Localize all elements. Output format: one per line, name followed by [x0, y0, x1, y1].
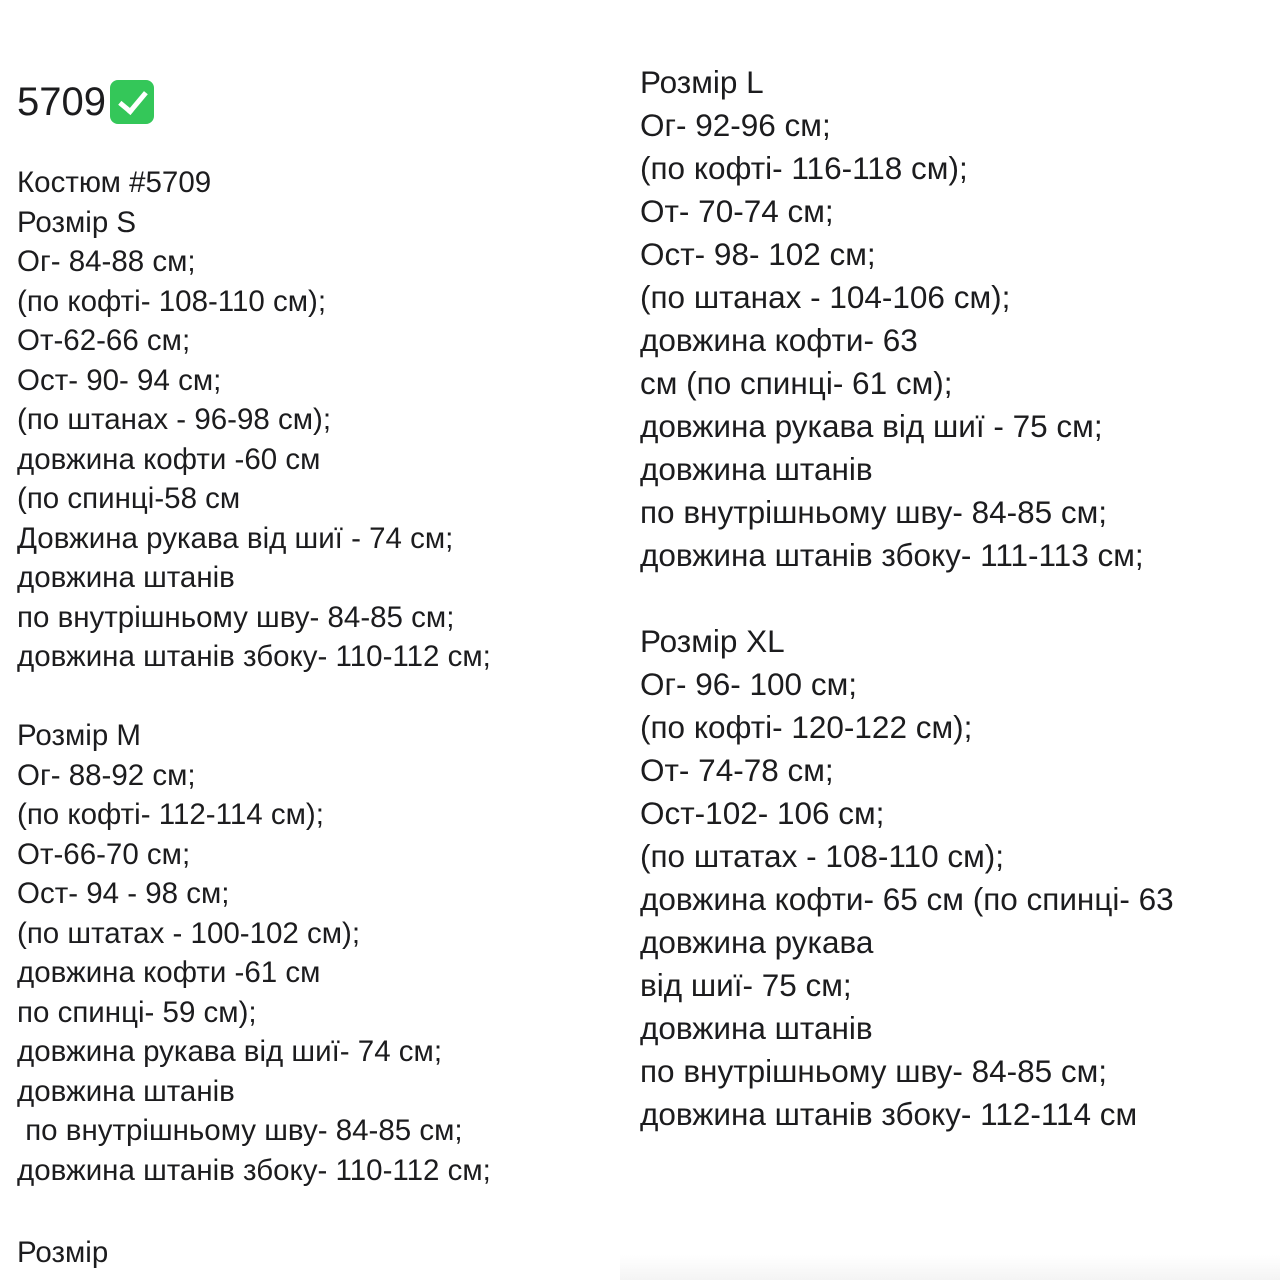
size-xl-line: довжина кофти- 65 см (по спинці- 63 [640, 881, 1174, 917]
size-xl-line: (по штатах - 108-110 см); [640, 838, 1004, 874]
suit-header: Костюм #5709 [17, 166, 212, 199]
size-m-lines [17, 756, 491, 1191]
size-m-line: (по кофті- 112-114 см); [17, 798, 324, 831]
size-xl-line: (по кофті- 120-122 см); [640, 709, 973, 745]
size-l-label: Розмір L [640, 64, 764, 100]
size-xl-line: довжина штанів [640, 1010, 873, 1046]
size-l-line: довжина кофти- 63 [640, 322, 918, 358]
size-m-line: довжина рукава від шиї- 74 см; [17, 1035, 443, 1068]
size-s-line: (по спинці-58 см [17, 482, 241, 515]
size-l-line: довжина штанів [640, 451, 873, 487]
section-gap [17, 677, 491, 717]
size-m-line: довжина кофти -61 см [17, 956, 321, 989]
size-xl-line: От- 74-78 см; [640, 752, 834, 788]
size-s-line: Ог- 84-88 см; [17, 245, 196, 278]
size-s-line: (по штанах - 96-98 см); [17, 403, 332, 436]
size-l-line: (по кофті- 116-118 см); [640, 150, 968, 186]
size-s-line: довжина штанів збоку- 110-112 см; [17, 640, 491, 673]
size-xl-lines [640, 663, 1262, 1136]
size-m-label: Розмір M [17, 719, 141, 752]
size-m-line: по спинці- 59 см); [17, 995, 257, 1029]
size-l-lines [640, 104, 1262, 577]
size-xl-line: по внутрішньому шву- 84-85 см; [640, 1053, 1108, 1089]
size-s-line: по внутрішньому шву- 84-85 см; [17, 600, 455, 634]
cut-off-size-label: Розмір [17, 1236, 109, 1269]
check-mark-button-icon [110, 80, 154, 124]
cut-off-text-fragment [17, 1233, 147, 1269]
size-xl-line: від шиї- 75 см; [640, 967, 852, 1003]
size-m-line: по внутрішньому шву- 84-85 см; [17, 1114, 463, 1147]
size-l-line: От- 70-74 см; [640, 193, 834, 229]
size-s-line: довжина штанів [17, 561, 235, 594]
section-gap [640, 577, 1262, 620]
size-l-line: (по штанах - 104-106 см); [640, 279, 1011, 315]
size-xl-line: Ог- 96- 100 см; [640, 666, 857, 702]
bottom-shadow [620, 1255, 1280, 1280]
size-l-line: см (по спинці- 61 см); [640, 365, 953, 401]
size-xl-line: довжина штанів збоку- 112-114 см [640, 1096, 1138, 1132]
article-number: 5709 [17, 80, 106, 124]
left-column [17, 163, 491, 1190]
size-m-line: (по штатах - 100-102 см); [17, 916, 361, 950]
size-m-line: довжина штанів збоку- 110-112 см; [17, 1153, 491, 1187]
size-xl-line: довжина рукава [640, 924, 874, 960]
size-l-line: довжина штанів збоку- 111-113 см; [640, 537, 1144, 573]
size-m-line: Ост- 94 - 98 см; [17, 877, 230, 910]
size-s-line: (по кофті- 108-110 см); [17, 284, 327, 318]
size-s-label: Розмір S [17, 205, 137, 239]
size-l-line: по внутрішньому шву- 84-85 см; [640, 494, 1108, 530]
size-s-line: Ост- 90- 94 см; [17, 363, 222, 397]
size-s-line: Довжина рукава від шиї - 74 см; [17, 521, 454, 555]
size-s-line: довжина кофти -60 см [17, 442, 321, 476]
size-s-line: От-62-66 см; [17, 324, 191, 357]
page-title [17, 76, 154, 128]
size-m-line: довжина штанів [17, 1074, 235, 1108]
size-s-lines [17, 242, 491, 677]
size-m-line: От-66-70 см; [17, 837, 191, 871]
size-l-line: Ост- 98- 102 см; [640, 236, 876, 272]
size-xl-line: Ост-102- 106 см; [640, 795, 885, 831]
size-l-line: Ог- 92-96 см; [640, 107, 831, 143]
size-l-line: довжина рукава від шиї - 75 см; [640, 408, 1103, 444]
right-column [640, 61, 1262, 1136]
size-xl-label: Розмір XL [640, 623, 785, 659]
size-m-line: Ог- 88-92 см; [17, 758, 196, 792]
